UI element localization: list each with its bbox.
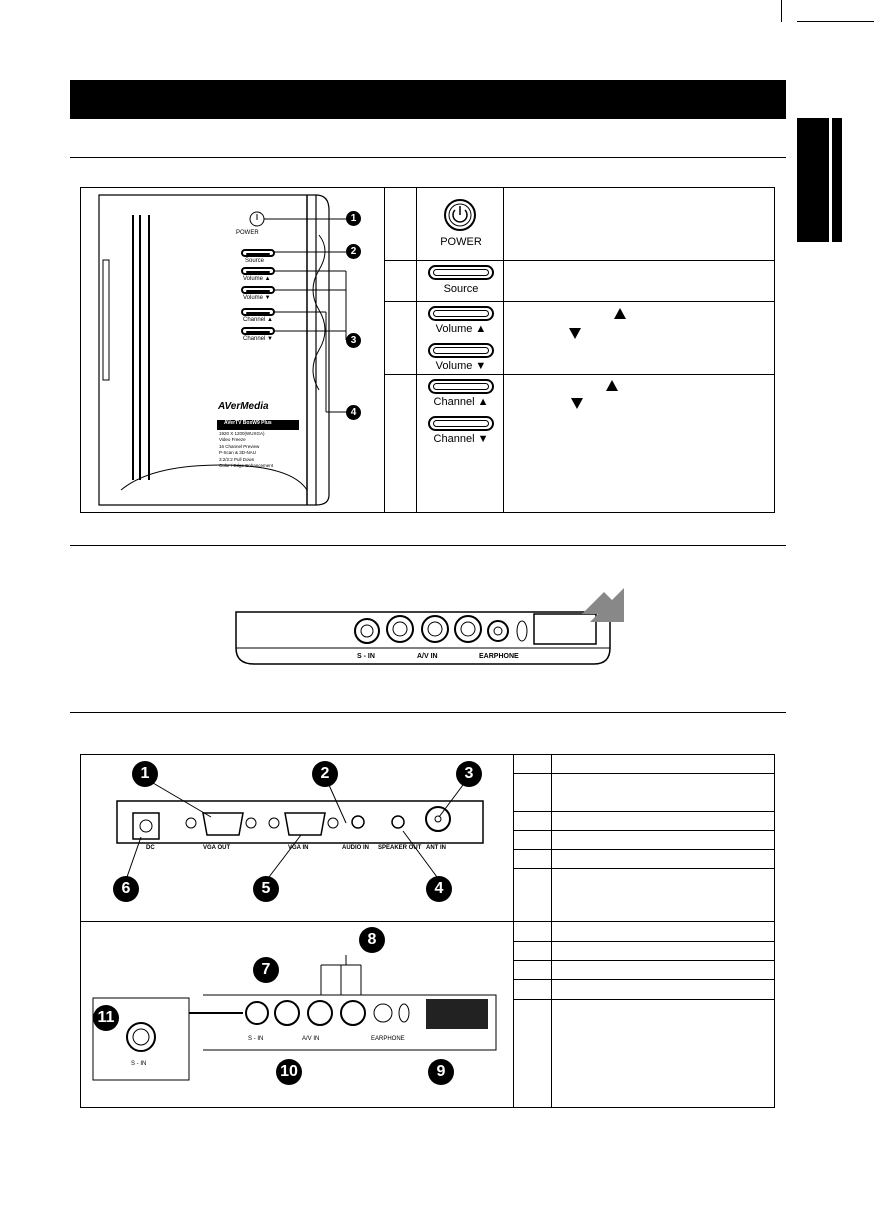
callout-6: 6: [113, 876, 139, 902]
device-channel-down-button: [241, 327, 275, 335]
volume-down-button: [428, 343, 494, 358]
device-source-button: [241, 249, 275, 257]
feature-item: Color / Edge Enhancement: [219, 463, 274, 469]
device-channel-up-button: [241, 308, 275, 316]
up-arrow-icon: [606, 380, 618, 391]
source-button: [428, 265, 494, 280]
callout-4: 4: [346, 405, 361, 420]
divider-3: [70, 712, 786, 713]
callout-10: 10: [276, 1059, 302, 1085]
device-channel-up-label: Channel ▲: [243, 317, 273, 323]
callout-7: 7: [253, 957, 279, 983]
device-channel-down-label: Channel ▼: [243, 336, 273, 342]
volume-up-label: Volume ▲: [435, 323, 487, 335]
front-av-in-label: A/V IN: [417, 653, 438, 660]
down-arrow-icon: [571, 398, 583, 409]
side-av-in-label: A/V IN: [302, 1036, 320, 1042]
callout-2: 2: [346, 244, 361, 259]
front-panel-illustration: [232, 584, 642, 674]
callout-3: 3: [456, 761, 482, 787]
feature-item: 1920 X 1200(WUXGA): [219, 431, 265, 436]
channel-up-button: [428, 379, 494, 394]
device-brand-logo: AVerMedia: [218, 401, 269, 412]
feature-item: 3:2/2:2 Pull Down: [219, 456, 255, 462]
callout-5: 5: [253, 876, 279, 902]
down-arrow-icon: [569, 328, 581, 339]
front-earphone-label: EARPHONE: [479, 653, 519, 660]
back-dc-label: DC: [146, 845, 155, 851]
feature-item: P-Scan & 3D-NAU: [219, 450, 257, 456]
callout-1: 1: [346, 211, 361, 226]
callout-1: 1: [132, 761, 158, 787]
volume-up-button: [428, 306, 494, 321]
channel-up-label: Channel ▲: [433, 396, 489, 408]
divider-2: [70, 545, 786, 546]
device-volume-down-label: Volume ▼: [243, 295, 271, 301]
channel-down-label: Channel ▼: [433, 433, 489, 445]
back-ant-in-label: ANT IN: [426, 845, 446, 851]
callout-9: 9: [428, 1059, 454, 1085]
side-s-in-label: S - IN: [248, 1036, 264, 1042]
front-s-in-label: S - IN: [357, 653, 375, 660]
back-vga-out-label: VGA OUT: [203, 845, 231, 851]
device-source-label: Source: [245, 258, 265, 264]
connectors-table: [80, 754, 775, 1108]
feature-item: Video Freeze: [219, 437, 246, 443]
device-volume-up-button: [241, 267, 275, 275]
callout-4: 4: [426, 876, 452, 902]
callout-8: 8: [359, 927, 385, 953]
section-title-bar: [70, 80, 786, 119]
callout-3: 3: [346, 333, 361, 348]
device-volume-down-button: [241, 286, 275, 294]
side-inset-s-in-label: S - IN: [131, 1061, 147, 1067]
back-audio-in-label: AUDIO IN: [342, 845, 369, 851]
feature-item: 16 Channel Preview: [219, 443, 260, 449]
crop-mark-vertical: [781, 0, 782, 22]
device-model-label: AVerTV BoxW9 Plus: [224, 420, 272, 426]
volume-down-label: Volume ▼: [435, 360, 487, 372]
controls-table: [80, 187, 775, 513]
back-leader-lines: [81, 755, 513, 921]
device-feature-list: [219, 431, 273, 469]
crop-mark-horizontal: [797, 21, 874, 22]
source-label: Source: [443, 283, 479, 295]
power-label: POWER: [440, 236, 482, 248]
device-power-label: POWER: [236, 230, 259, 236]
power-icon: [443, 198, 477, 232]
side-earphone-label: EARPHONE: [371, 1036, 405, 1042]
channel-down-button: [428, 416, 494, 431]
callout-2: 2: [312, 761, 338, 787]
divider-1: [70, 157, 786, 158]
back-vga-in-label: VGA IN: [288, 845, 309, 851]
up-arrow-icon: [614, 308, 626, 319]
device-volume-up-label: Volume ▲: [243, 276, 271, 282]
language-side-tab: [797, 118, 842, 242]
back-speaker-out-label: SPEAKER OUT: [378, 845, 422, 851]
callout-11: 11: [93, 1005, 119, 1031]
